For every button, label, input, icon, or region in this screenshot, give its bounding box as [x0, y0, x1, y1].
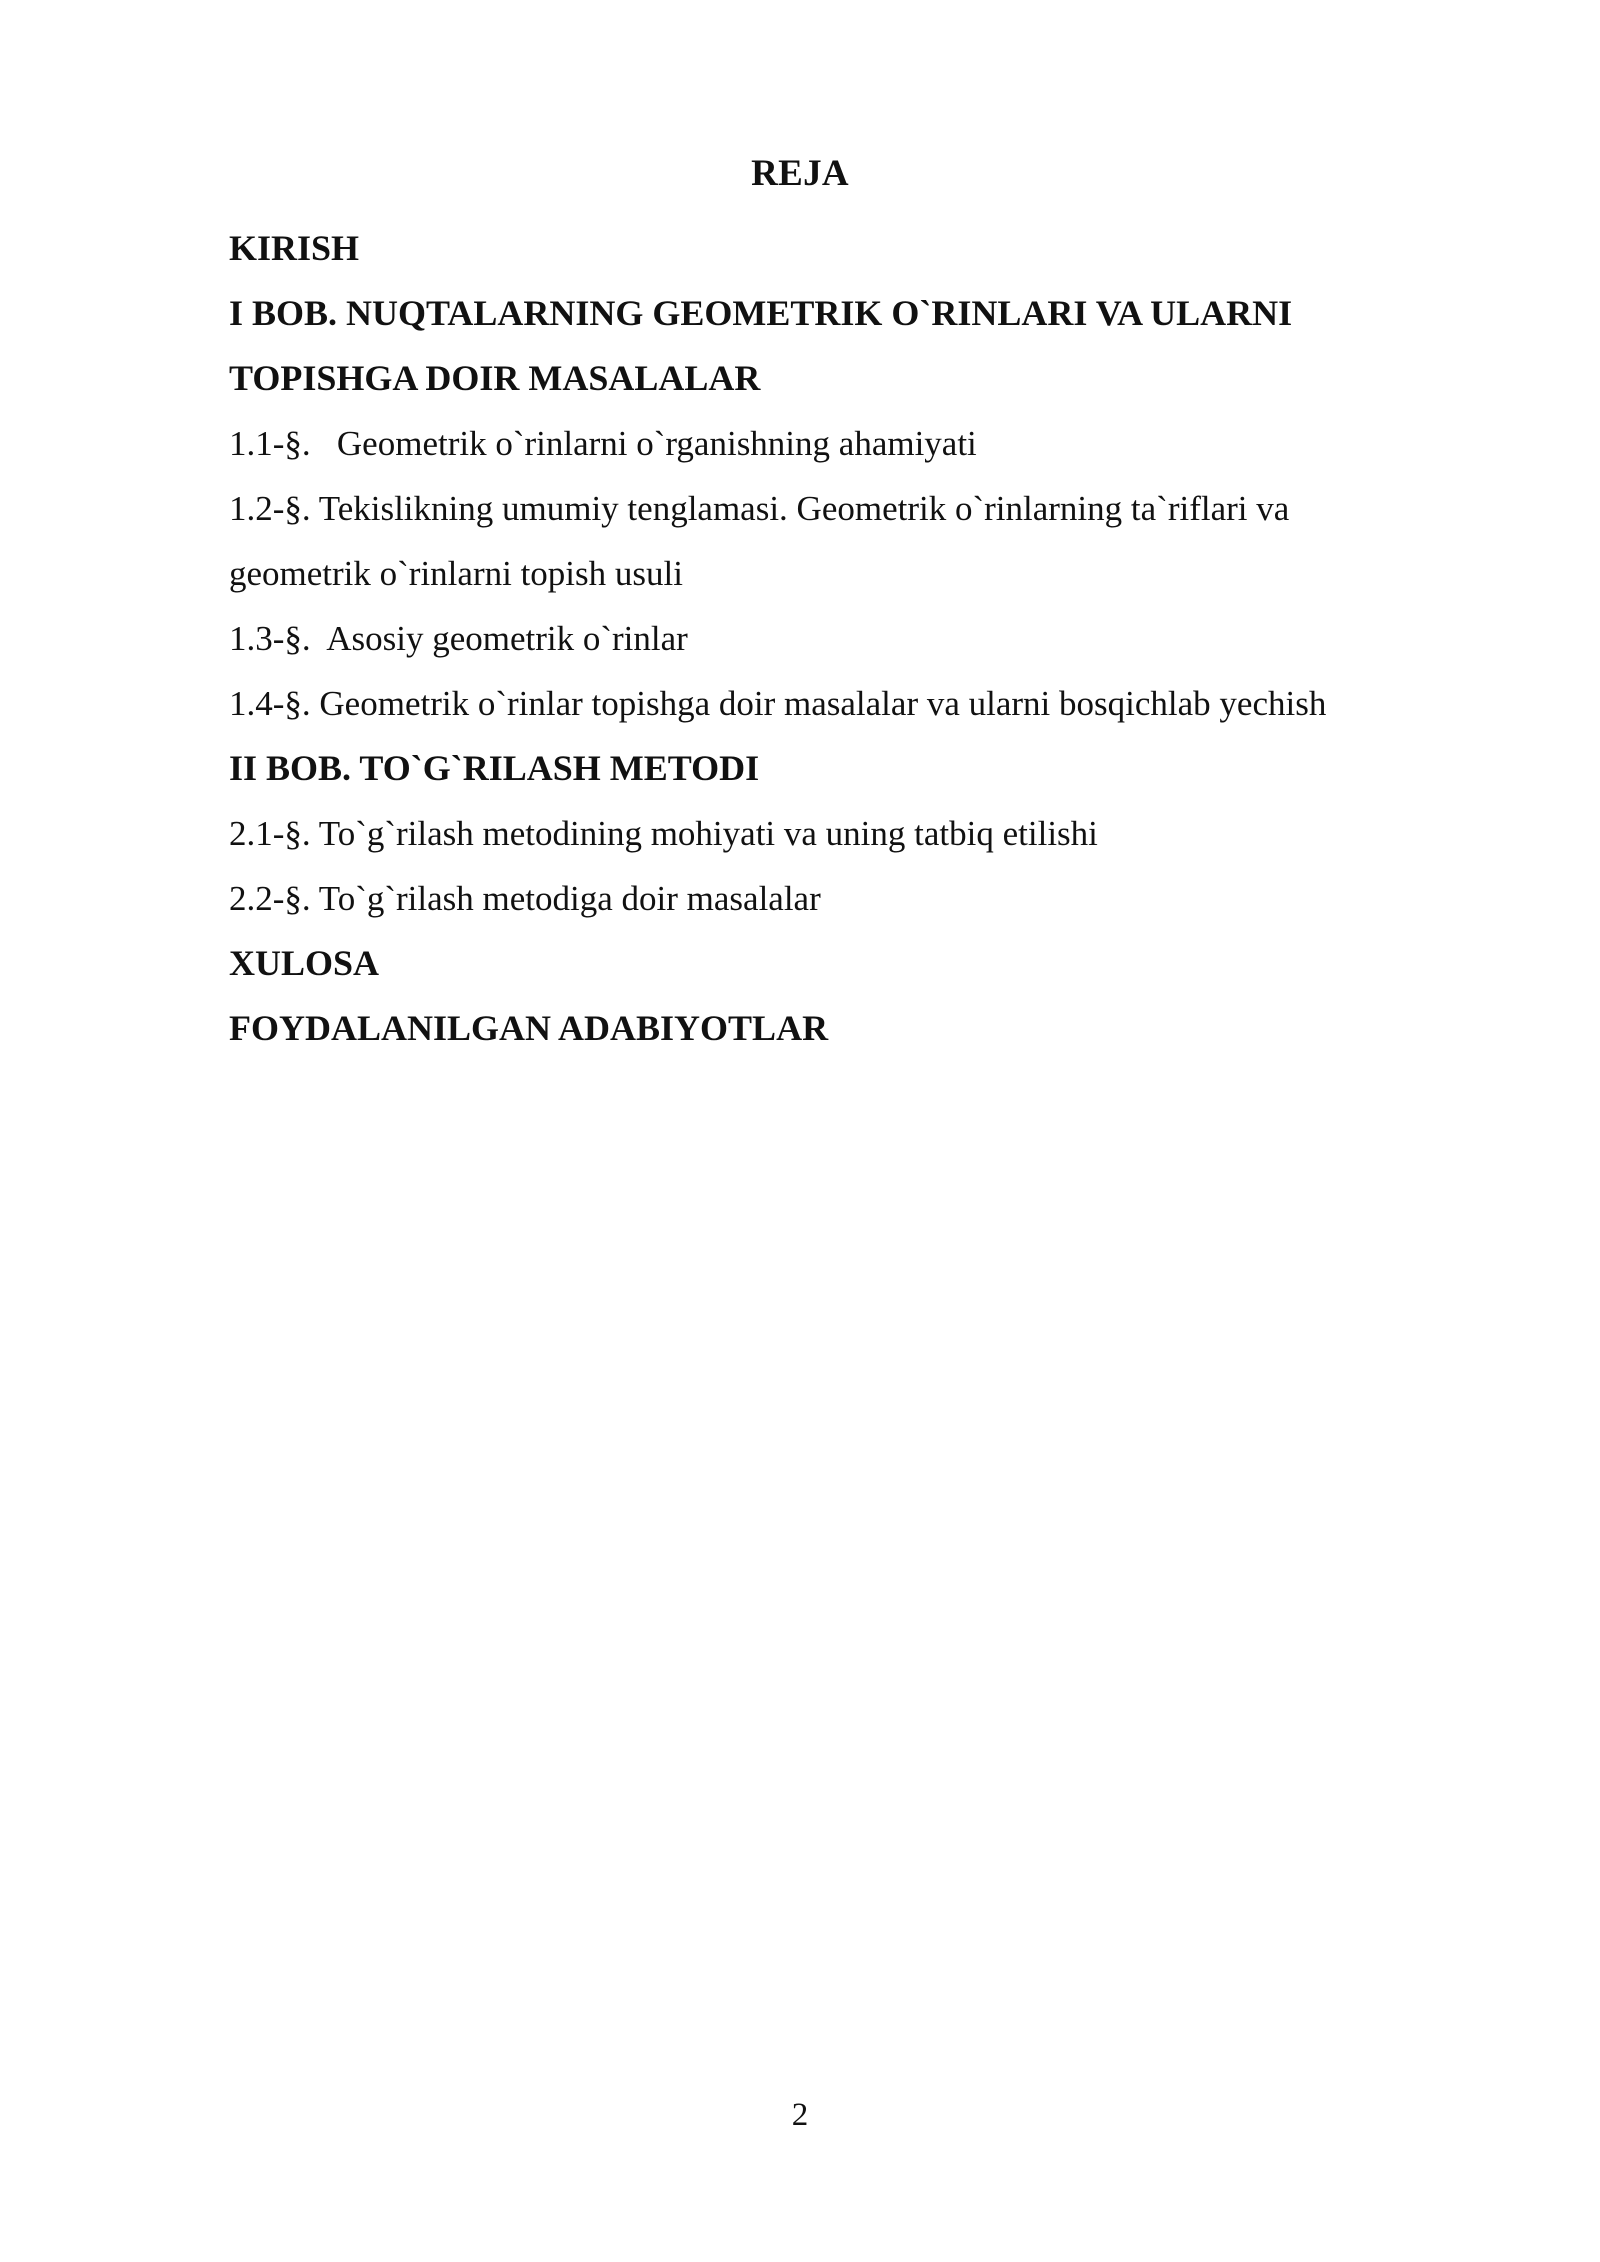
- toc-item-chapter-1-title: I BOB. NUQTALARNING GEOMETRIK O`RINLARI VA ULARNI: [229, 293, 1293, 333]
- toc-item-section-2-2: 2.2-§. To`g`rilash metodiga doir masalalar: [229, 879, 821, 918]
- toc-item-section-2-1: 2.1-§. To`g`rilash metodining mohiyati va uning tatbiq etilishi: [229, 814, 1098, 853]
- toc-item-chapter-2-title: II BOB. TO`G`RILASH METODI: [229, 748, 760, 788]
- page-title: REJA: [751, 153, 849, 194]
- toc-item-kirish: KIRISH: [229, 228, 360, 268]
- toc-item-xulosa: XULOSA: [229, 943, 380, 983]
- toc-item-section-1-2: 1.2-§. Tekislikning umumiy tenglamasi. Geometrik o`rinlarning ta`riflari va: [229, 489, 1290, 528]
- toc-item-chapter-1-title-cont: TOPISHGA DOIR MASALALAR: [229, 358, 761, 398]
- toc-item-section-1-3: 1.3-§. Asosiy geometrik o`rinlar: [229, 619, 688, 658]
- toc-item-section-1-1: 1.1-§. Geometrik o`rinlarni o`rganishning ahamiyati: [229, 424, 977, 463]
- page-number: 2: [791, 2097, 809, 2133]
- toc-item-references: FOYDALANILGAN ADABIYOTLAR: [229, 1008, 829, 1048]
- toc-item-section-1-4: 1.4-§. Geometrik o`rinlar topishga doir masalalar va ularni bosqichlab yechish: [229, 684, 1327, 723]
- table-of-contents: [229, 216, 1459, 1061]
- toc-item-section-1-2-cont: geometrik o`rinlarni topish usuli: [229, 554, 683, 593]
